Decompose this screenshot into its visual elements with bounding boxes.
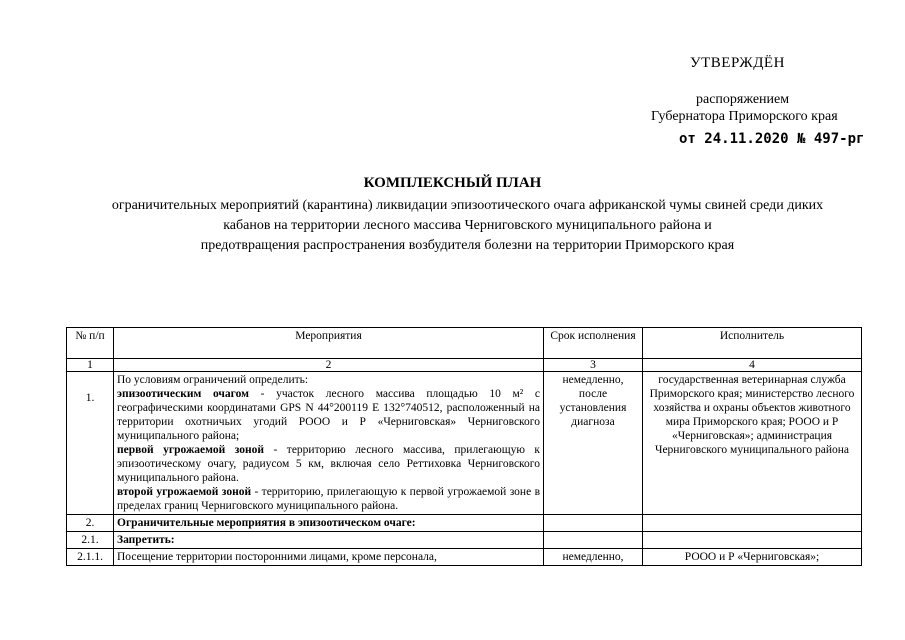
plan-table bbox=[66, 327, 862, 566]
table-row bbox=[67, 515, 862, 532]
row-executor bbox=[643, 515, 862, 532]
table-row bbox=[67, 532, 862, 549]
row-measure: Ограничительные мероприятия в эпизоотическом очаге: bbox=[114, 515, 544, 532]
measure-intro: По условиям ограничений определить: bbox=[117, 374, 309, 386]
col-number-2: 2 bbox=[114, 359, 544, 372]
measure-paragraph bbox=[117, 443, 540, 485]
row-term bbox=[544, 515, 643, 532]
term-bold: второй угрожаемой зоной bbox=[117, 486, 252, 498]
term-text: - участок лесного массива площадью 10 м² с географическими координатами GPS N 44°200119 E 132°740512, расположенный на территории охотничьих угодий РООО и Р «Черниговская» Черниговского муниципального района; bbox=[117, 388, 540, 442]
plan-subtitle bbox=[60, 196, 875, 256]
col-number-3: 3 bbox=[544, 359, 643, 372]
col-number-1: 1 bbox=[67, 359, 114, 372]
plan-title: КОМПЛЕКСНЫЙ ПЛАН bbox=[363, 175, 542, 191]
order-line-2: Губернатора Приморского края bbox=[651, 109, 838, 124]
row-executor: РООО и Р «Черниговская»; bbox=[643, 549, 862, 566]
row-number: 1. bbox=[67, 372, 114, 515]
row-number: 2. bbox=[67, 515, 114, 532]
order-line-1: распоряжением bbox=[696, 92, 790, 107]
term-text: - территорию, прилегающую к первой угрожаемой зоне в пределах границ Черниговского муниципального района. bbox=[117, 486, 540, 512]
column-numbers-row bbox=[67, 359, 862, 372]
header-term: Срок исполнения bbox=[544, 328, 643, 359]
subtitle-line-3: предотвращения распространения возбудителя болезни на территории Приморского края bbox=[200, 238, 735, 253]
header-measures: Мероприятия bbox=[114, 328, 544, 359]
header-executor: Исполнитель bbox=[643, 328, 862, 359]
row-term: немедленно, bbox=[544, 549, 643, 566]
order-date-number: от 24.11.2020 № 497-рг bbox=[679, 131, 865, 147]
term-bold: эпизоотическим очагом bbox=[117, 388, 249, 400]
row-executor: государственная ветеринарная служба Приморского края; министерство лесного хозяйства и охраны объектов животного мира Приморского края; РООО и Р «Черниговская»; администрация Черниговского муниципального района bbox=[643, 372, 862, 515]
subtitle-line-2: кабанов на территории лесного массива Черниговского муниципального района и bbox=[223, 218, 712, 233]
header-num: № п/п bbox=[67, 328, 114, 359]
subtitle-line-1: ограничительных мероприятий (карантина) ликвидации эпизоотического очага африканской чумы свиней среди диких bbox=[111, 198, 824, 213]
table-row bbox=[67, 372, 862, 515]
row-term bbox=[544, 532, 643, 549]
approved-stamp: УТВЕРЖДЁН bbox=[690, 55, 785, 71]
table-header-row bbox=[67, 328, 862, 359]
row-executor bbox=[643, 532, 862, 549]
table-row bbox=[67, 549, 862, 566]
measure-paragraph bbox=[117, 387, 540, 443]
col-number-4: 4 bbox=[643, 359, 862, 372]
row-measure: Запретить: bbox=[114, 532, 544, 549]
row-number: 2.1. bbox=[67, 532, 114, 549]
measure-paragraph bbox=[117, 485, 540, 513]
row-measure bbox=[114, 372, 544, 515]
row-number: 2.1.1. bbox=[67, 549, 114, 566]
row-measure: Посещение территории посторонними лицами, кроме персонала, bbox=[114, 549, 544, 566]
term-bold: первой угрожаемой зоной bbox=[117, 444, 264, 456]
term-text: - территорию лесного массива, прилегающую к эпизоотическому очагу, радиусом 5 км, включая село Реттиховка Черниговского муниципального района. bbox=[117, 444, 540, 484]
row-term: немедленно, после установления диагноза bbox=[544, 372, 643, 515]
